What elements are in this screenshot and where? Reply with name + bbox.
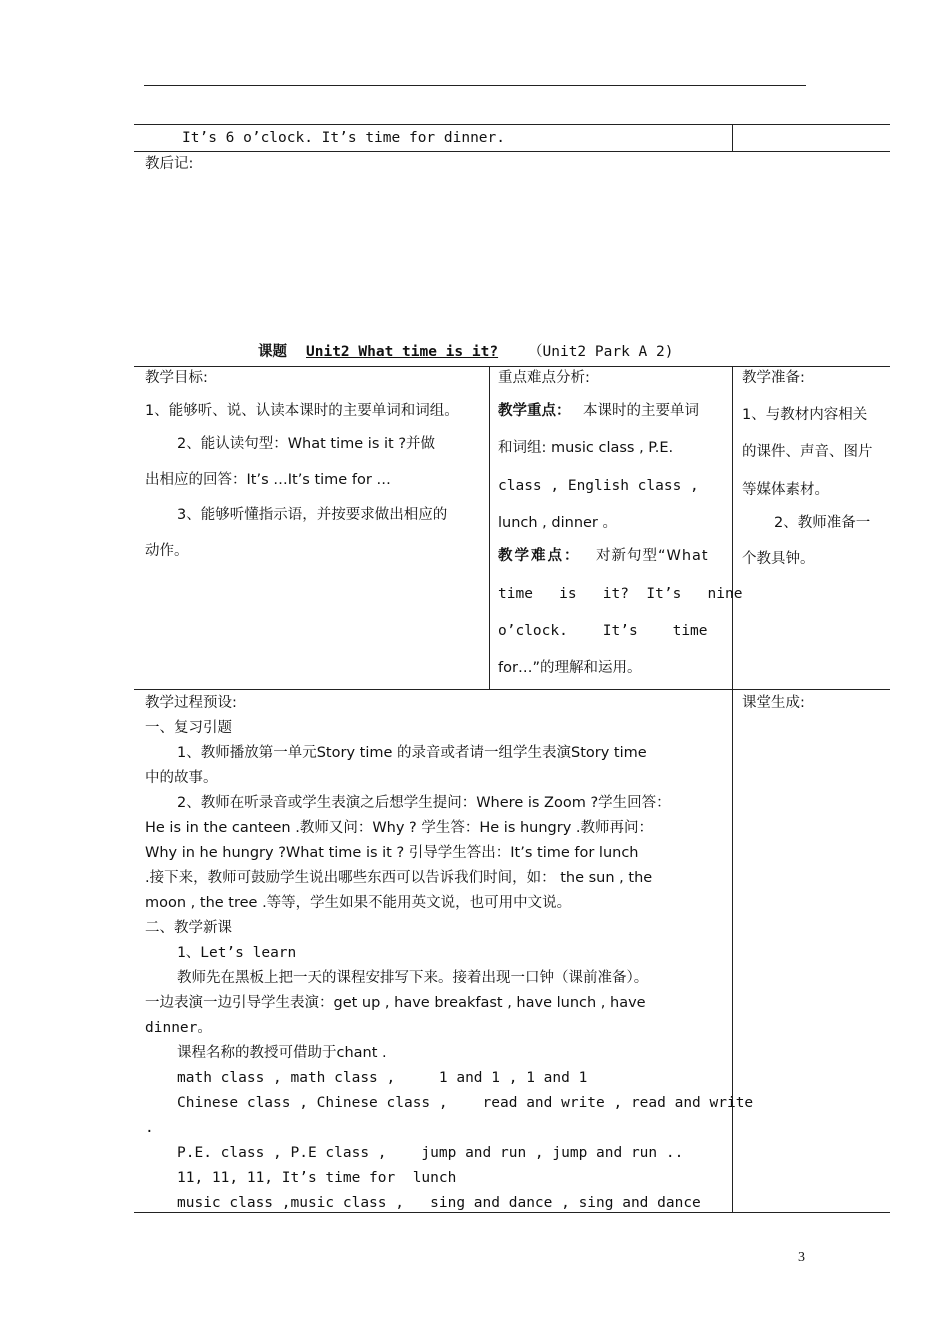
lesson-title: Unit2 What time is it? [306,344,499,360]
process-line: 11, 11, 11, It’s time for lunch [177,1170,457,1186]
focus-line: class , English class , [498,478,699,494]
process-line: . [145,1120,154,1136]
table-border [134,689,890,690]
difficulty-line: time is it? It’s nine [498,586,743,602]
process-line: 一边表演一边引导学生表演：get up , have breakfast , have lunch , have [145,995,646,1011]
process-line: .接下来，教师可鼓励学生说出哪些东西可以告诉我们时间，如： the sun , the [145,870,653,886]
prep-line: 2、教师准备一 [774,515,871,531]
prep-line: 的课件、声音、图片 [742,444,873,460]
prep-heading: 教学准备: [742,370,805,386]
prep-line: 个教具钟。 [742,551,815,567]
table-border [732,124,733,151]
header-rule [144,85,806,86]
goals-line: 2、能认读句型：What time is it ?并做 [177,436,436,452]
process-line: Why in he hungry ?What time is it ? 引导学生答出：It’s time for lunch [145,845,639,861]
goals-line: 出相应的回答：It’s …It’s time for … [145,472,391,488]
process-line: 一、复习引题 [145,720,232,736]
process-line: P.E. class , P.E class , jump and run , jump and run .. [177,1145,684,1161]
top-cell-text: It’s 6 o’clock. It’s time for dinner. [182,130,506,146]
class-generation-label: 课堂生成: [742,695,805,711]
table-border [134,124,890,125]
process-line: math class , math class , 1 and 1 , 1 and 1 [177,1070,588,1086]
difficulty-line: for…”的理解和运用。 [498,660,642,676]
process-line: He is in the canteen .教师又问：Why ? 学生答：He is hungry .教师再问： [145,820,654,836]
prep-line: 1、与教材内容相关 [742,407,868,423]
focus-line: 和词组: music class , P.E. [498,440,674,456]
goals-line: 动作。 [145,543,189,559]
goals-line: 3、能够听懂指示语，并按要求做出相应的 [177,507,448,523]
process-line: 1、教师播放第一单元Story time 的录音或者请一组学生表演Story time [177,745,647,761]
after-class-label: 教后记: [145,156,194,172]
focus-line: lunch , dinner 。 [498,515,618,531]
focus-line: 本课时的主要单词 [583,403,699,419]
goals-heading: 教学目标: [145,370,208,386]
process-line: Chinese class , Chinese class , read and write , read and write [177,1095,754,1111]
page-number: 3 [798,1250,805,1265]
process-line: 1、Let’s learn [177,945,297,961]
table-border [489,366,490,689]
process-line: 教师先在黑板上把一天的课程安排写下来。接着出现一口钟（课前准备）。 [177,970,649,986]
prep-line: 等媒体素材。 [742,482,829,498]
goals-line: 1、能够听、说、认读本课时的主要单词和词组。 [145,403,459,419]
process-line: 二、教学新课 [145,920,232,936]
process-line: 课程名称的教授可借助于chant . [177,1045,387,1061]
process-line: 2、教师在听录音或学生表演之后想学生提问：Where is Zoom ?学生回答： [177,795,671,811]
focus-label: 教学重点： [498,403,571,419]
table-border [134,366,890,367]
process-heading: 教学过程预设: [145,695,237,711]
lesson-subtitle: （Unit2 Park A 2) [528,344,674,360]
lesson-title-prefix: 课题 [258,344,287,360]
process-line: music class ,music class , sing and dance , sing and dance [177,1195,701,1211]
difficulty-line: o’clock. It’s time [498,623,708,639]
table-border [134,151,890,152]
process-line: dinner。 [145,1020,212,1036]
process-line: moon , the tree .等等，学生如果不能用英文说，也可用中文说。 [145,895,572,911]
keypoints-heading: 重点难点分析: [498,370,590,386]
table-border [732,366,733,1212]
difficulty-label: 教学难点： [498,548,581,564]
process-line: 中的故事。 [145,770,218,786]
difficulty-line: 对新句型“What [596,548,709,564]
